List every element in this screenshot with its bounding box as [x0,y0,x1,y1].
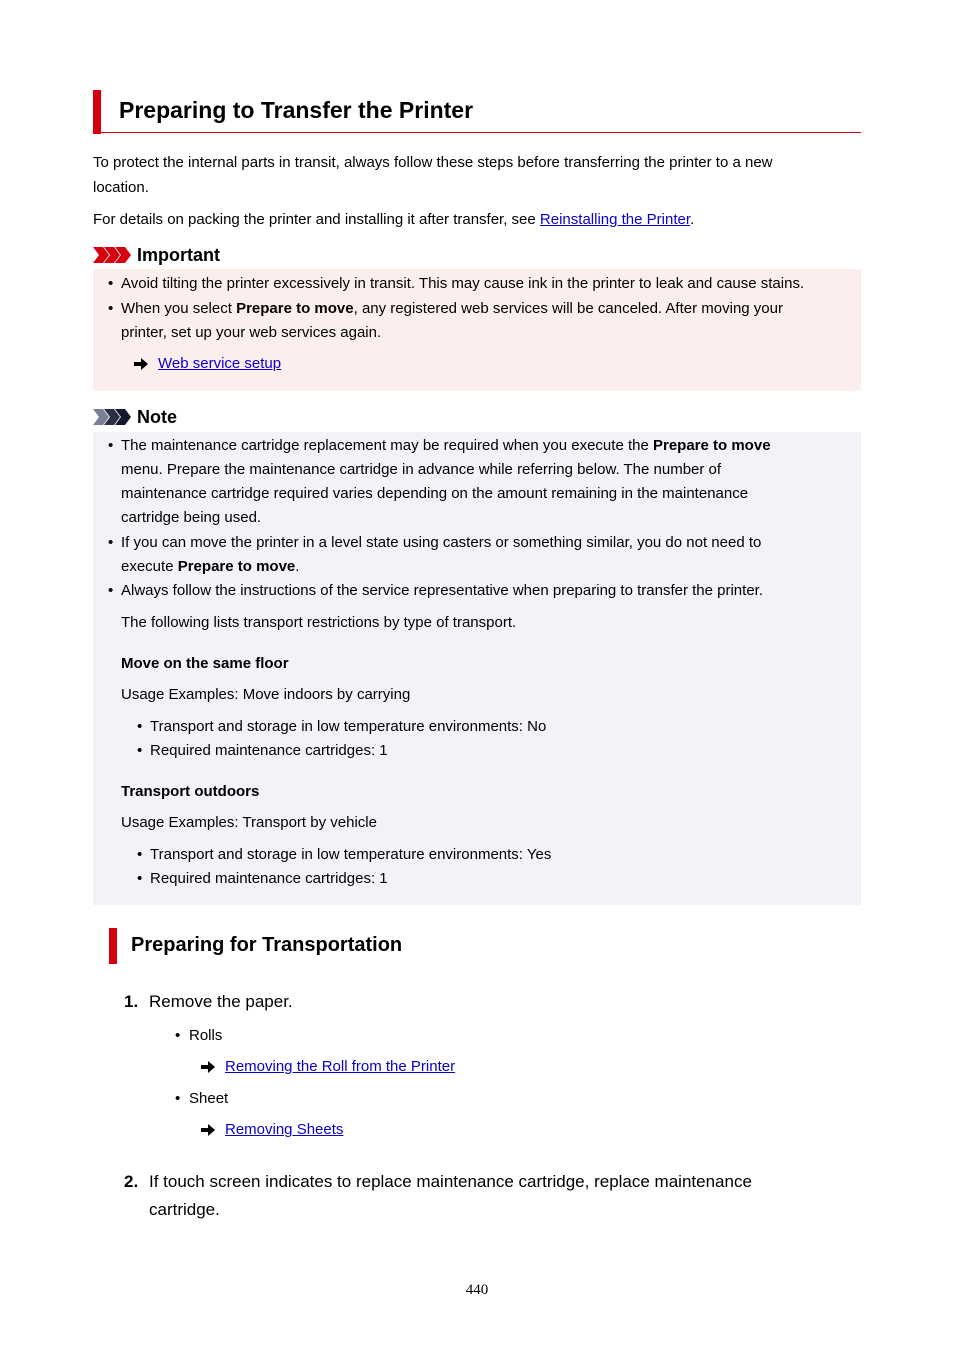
note-item-2-suffix: . [295,558,300,575]
note-item-2-prefix: execute [121,558,178,575]
section-accent-bar [109,928,117,964]
bullet: • [137,742,143,759]
important-item-2-line-1 [121,297,783,321]
same-floor-heading: Move on the same floor [121,655,289,672]
note-item-2-bold: Prepare to move [177,558,296,575]
note-item-1-line-2: menu. Prepare the maintenance cartridge in advance while referring below. The number of [121,461,722,478]
intro-details-text: For details on packing the printer and installing it after transfer, see [93,211,540,228]
same-floor-cartridges-text: Required maintenance cartridges: 1 [150,742,388,759]
bullet: • [137,870,143,887]
intro-line-2: location. [93,179,149,196]
remove-roll-link-row [201,1058,455,1075]
rolls-label: Rolls [189,1027,223,1044]
note-item-2-line-2 [121,555,299,579]
intro-details-period: . [690,211,695,228]
outdoors-low-temp-text: Transport and storage in low temperature environments: Yes [150,846,552,863]
same-floor-low-temp-text: Transport and storage in low temperature environments: No [150,718,547,735]
note-item-1-line-1 [121,434,771,458]
note-chevrons-icon [93,408,131,426]
step-2-number: 2. [124,1172,139,1191]
note-item-1-bold: Prepare to move [652,437,771,454]
outdoors-cartridges-text: Required maintenance cartridges: 1 [150,870,388,887]
arrow-right-icon [201,1061,215,1073]
arrow-right-icon [201,1124,215,1136]
bullet: • [175,1090,181,1107]
note-item-1-line-3: maintenance cartridge required varies depending on the amount remaining in the maintenance [121,485,749,502]
section-title: Preparing for Transportation [131,934,403,956]
outdoors-heading: Transport outdoors [121,783,260,800]
intro-line-1: To protect the internal parts in transit, always follow these steps before transferring the printer to a new [93,154,773,171]
bullet: • [108,582,114,599]
step-1-number: 1. [124,992,139,1011]
sheet-label: Sheet [189,1090,229,1107]
bullet: • [108,275,114,292]
important-chevrons-icon [93,246,131,264]
page-number: 440 [465,1282,489,1298]
important-item-2-bold: Prepare to move [236,300,354,317]
bullet: • [137,718,143,735]
step-2-line-2: cartridge. [149,1200,220,1219]
bullet: • [137,846,143,863]
bullet: • [175,1027,181,1044]
note-item-1-line-4: cartridge being used. [121,509,262,526]
heading-underline [93,132,861,133]
remove-sheets-link-row [201,1121,343,1138]
important-item-2-line-2: printer, set up your web services again. [121,324,382,341]
restrictions-intro: The following lists transport restrictions by type of transport. [121,614,517,631]
important-item-2-prefix: When you select [121,300,237,317]
step-1-text: Remove the paper. [149,992,293,1011]
note-item-2-line-1: If you can move the printer in a level state using casters or something similar, you do not need to [121,534,762,551]
note-header [93,406,177,428]
arrow-right-icon [134,358,148,370]
heading-accent-bar [93,90,101,134]
bullet: • [108,300,114,317]
reinstalling-printer-link[interactable]: Reinstalling the Printer [539,211,691,228]
step-2-line-1: If touch screen indicates to replace maintenance cartridge, replace maintenance [149,1172,752,1191]
same-floor-usage: Usage Examples: Move indoors by carrying [121,686,411,703]
important-label: Important [137,244,220,265]
intro-details [93,208,694,232]
web-service-link-row [134,355,281,372]
important-header [93,244,220,266]
outdoors-usage: Usage Examples: Transport by vehicle [121,814,377,831]
note-label: Note [137,406,177,427]
bullet: • [108,534,114,551]
page-title: Preparing to Transfer the Printer [119,97,474,123]
removing-sheets-link[interactable]: Removing Sheets [225,1121,344,1138]
important-item-1-text: Avoid tilting the printer excessively in transit. This may cause ink in the printer to leak and cause stains. [121,275,805,292]
note-item-1-prefix: The maintenance cartridge replacement may be required when you execute the [121,437,653,454]
note-item-3-text: Always follow the instructions of the service representative when preparing to transfer the printer. [121,582,763,599]
removing-roll-link[interactable]: Removing the Roll from the Printer [225,1058,456,1075]
important-item-2-suffix: , any registered web services will be canceled. After moving your [353,300,783,317]
web-service-setup-link[interactable]: Web service setup [158,355,282,372]
bullet: • [108,437,114,454]
